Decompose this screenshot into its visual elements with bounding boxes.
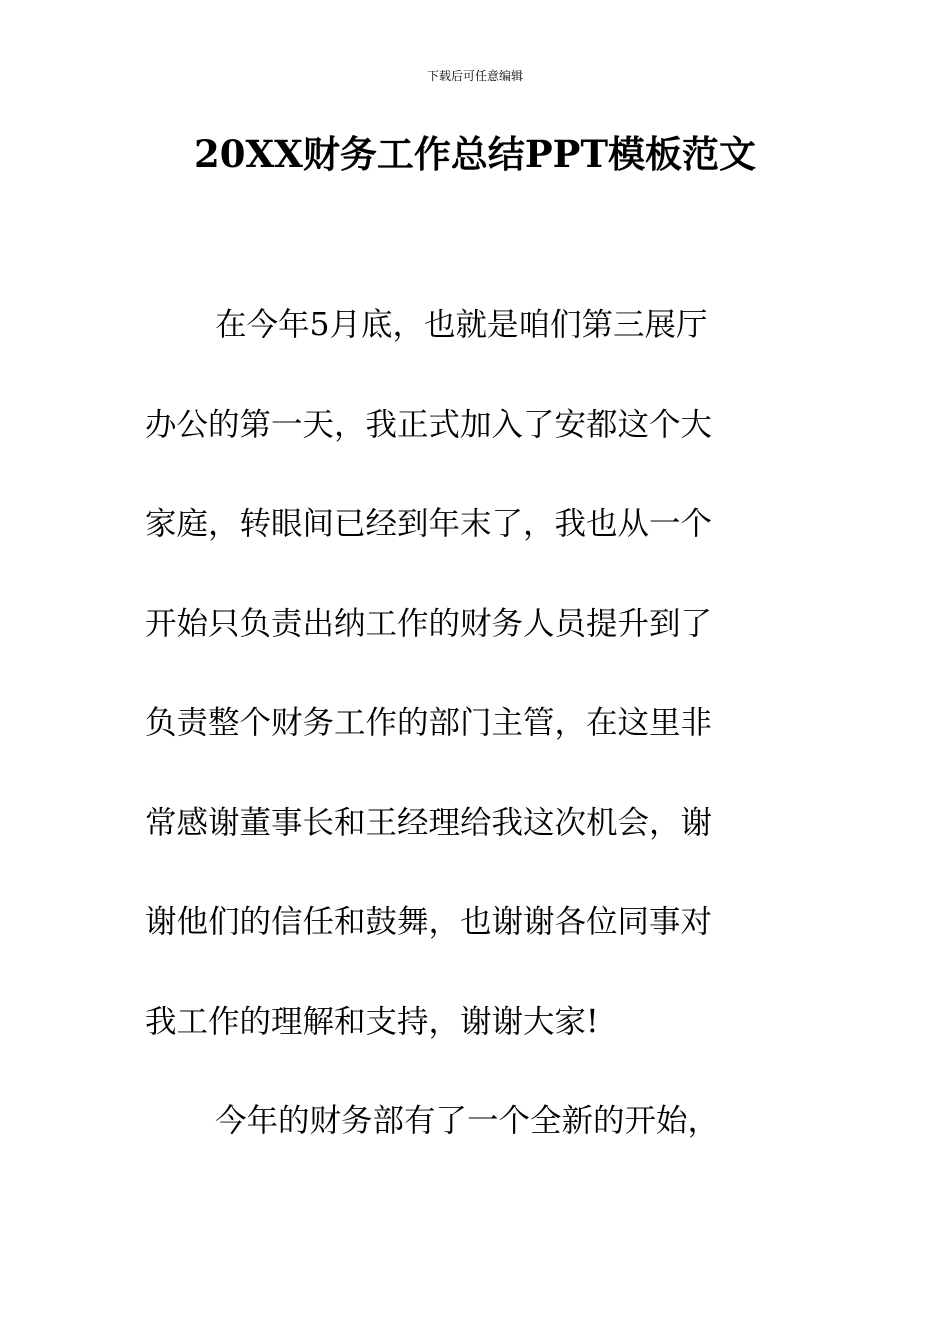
paragraph-1-line-8: 我工作的理解和支持，谢谢大家! (145, 1004, 599, 1040)
paragraph-1-line-7: 谢他们的信任和鼓舞，也谢谢各位同事对 (145, 904, 713, 940)
paragraph-1-line-5: 负责整个财务工作的部门主管，在这里非 (145, 705, 713, 741)
paragraph-2-line-1: 今年的财务部有了一个全新的开始， (215, 1103, 720, 1139)
header-note: 下载后可任意编辑 (426, 69, 523, 83)
paragraph-1-line-2: 办公的第一天，我正式加入了安都这个大 (145, 407, 713, 443)
paragraph-1-line-4: 开始只负责出纳工作的财务人员提升到了 (145, 606, 713, 642)
paragraph-1-line-6: 常感谢董事长和王经理给我这次机会，谢 (145, 805, 713, 841)
document-title: 20XX财务工作总结PPT模板范文 (193, 132, 757, 176)
paragraph-1-line-1: 在今年5月底，也就是咱们第三展厅 (215, 307, 708, 343)
paragraph-1-line-3: 家庭，转眼间已经到年末了，我也从一个 (145, 506, 713, 542)
